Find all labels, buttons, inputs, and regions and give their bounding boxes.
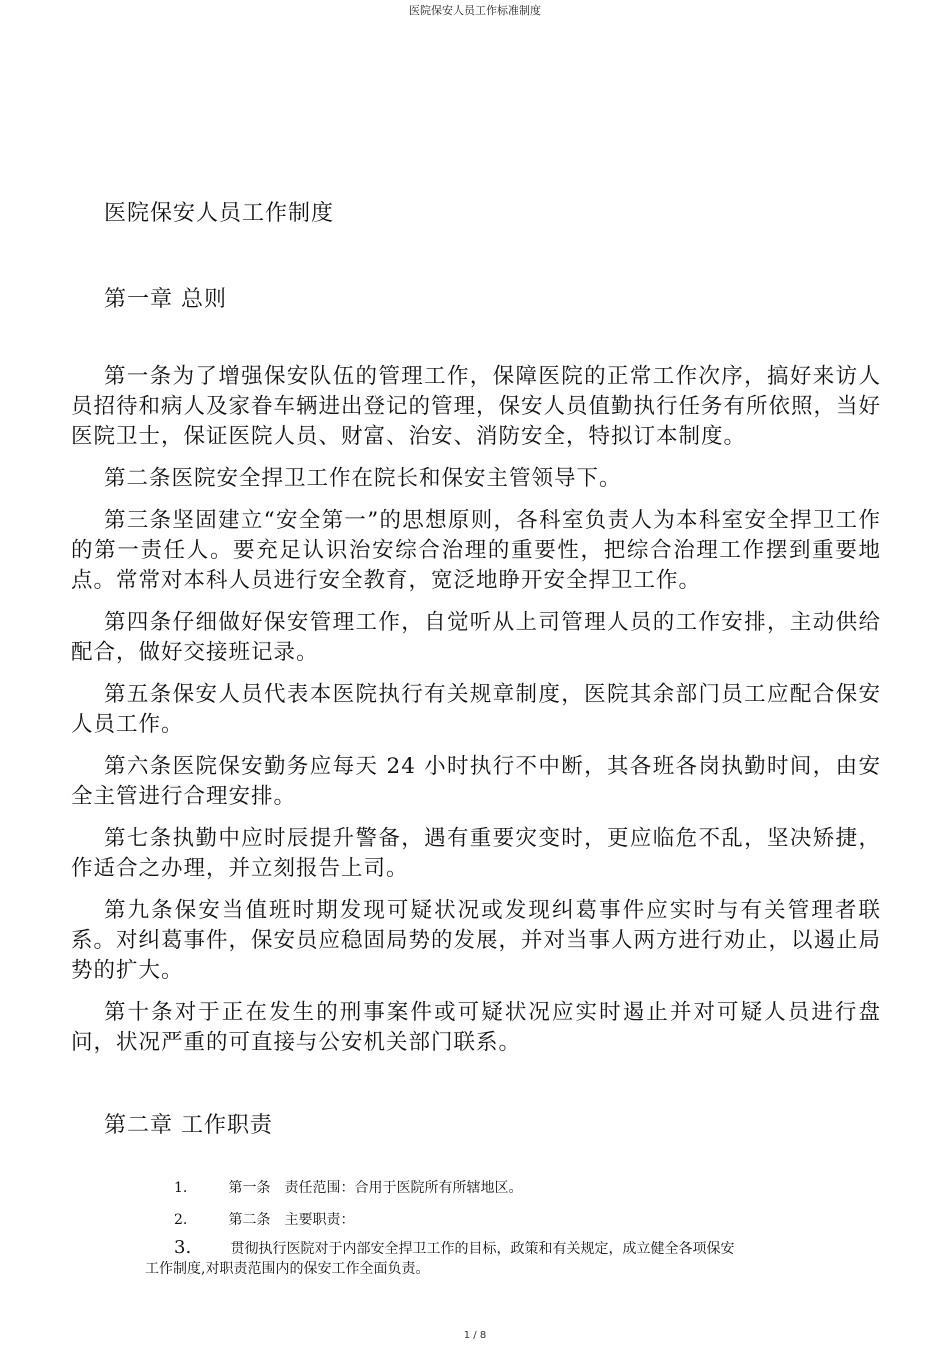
list-text-line: 贯彻执行医院对于内部安全捍卫工作的目标，政策和有关规定，成立健全各项保安 [230, 1241, 735, 1257]
article-paragraph: 第七条执勤中应时辰提升警备，遇有重要灾变时，更应临危不乱，坚决矫捷，作适合之办理，并立刻报告上司。 [71, 826, 881, 881]
chapter-2-heading: 第二章 工作职责 [104, 1113, 273, 1138]
list-item [140, 1238, 820, 1279]
list-item [140, 1210, 354, 1230]
chapter-1-heading: 第一章 总则 [104, 287, 227, 312]
page-number: 1 / 8 [463, 1330, 487, 1341]
article-paragraph: 第六条医院保安勤务应每天 24 小时执行不中断，其各班各岗执勤时间，由安全主管进行合理安排。 [71, 754, 881, 809]
article-paragraph: 第九条保安当值班时期发现可疑状况或发现纠葛事件应实时与有关管理者联系。对纠葛事件，保安员应稳固局势的发展，并对当事人两方进行劝止，以遏止局势的扩大。 [71, 898, 882, 983]
list-number: 3. [174, 1237, 192, 1258]
list-number: 2. [174, 1212, 188, 1228]
article-paragraph: 第二条医院安全捍卫工作在院长和保安主管领导下。 [104, 466, 622, 491]
article-paragraph: 第四条仔细做好保安管理工作，自觉听从上司管理人员的工作安排，主动供给配合，做好交接班记录。 [71, 610, 881, 665]
article-paragraph: 第十条对于正在发生的刑事案件或可疑状况应实时遏止并对可疑人员进行盘问，状况严重的可直接与公安机关部门联系。 [71, 1000, 881, 1055]
list-text-line: 工作制度,对职责范围内的保安工作全面负责。 [145, 1261, 430, 1277]
list-number: 1. [174, 1180, 188, 1196]
article-paragraph: 第五条保安人员代表本医院执行有关规章制度，医院其余部门员工应配合保安人员工作。 [71, 682, 881, 737]
list-text: 第二条 主要职责： [228, 1212, 355, 1228]
document-title: 医院保安人员工作制度 [104, 201, 335, 226]
article-paragraph: 第一条为了增强保安队伍的管理工作，保障医院的正常工作次序，搞好来访人员招待和病人及家眷车辆进出登记的管理，保安人员值勤执行任务有所依照，当好医院卫士，保证医院人员、财富、治安、消防安全，特拟订本制度。 [71, 364, 882, 449]
running-header: 医院保安人员工作标准制度 [409, 4, 541, 17]
list-text: 第一条 责任范围：合用于医院所有所辖地区。 [228, 1180, 523, 1196]
list-item [140, 1178, 522, 1198]
article-paragraph: 第三条坚固建立“安全第一”的思想原则，各科室负责人为本科室安全捍卫工作的第一责任人。要充足认识治安综合治理的重要性，把综合治理工作摆到重要地点。常常对本科人员进行安全教育，宽泛地睁开安全捍卫工作。 [71, 508, 881, 593]
chapter-1-body [71, 362, 881, 1070]
